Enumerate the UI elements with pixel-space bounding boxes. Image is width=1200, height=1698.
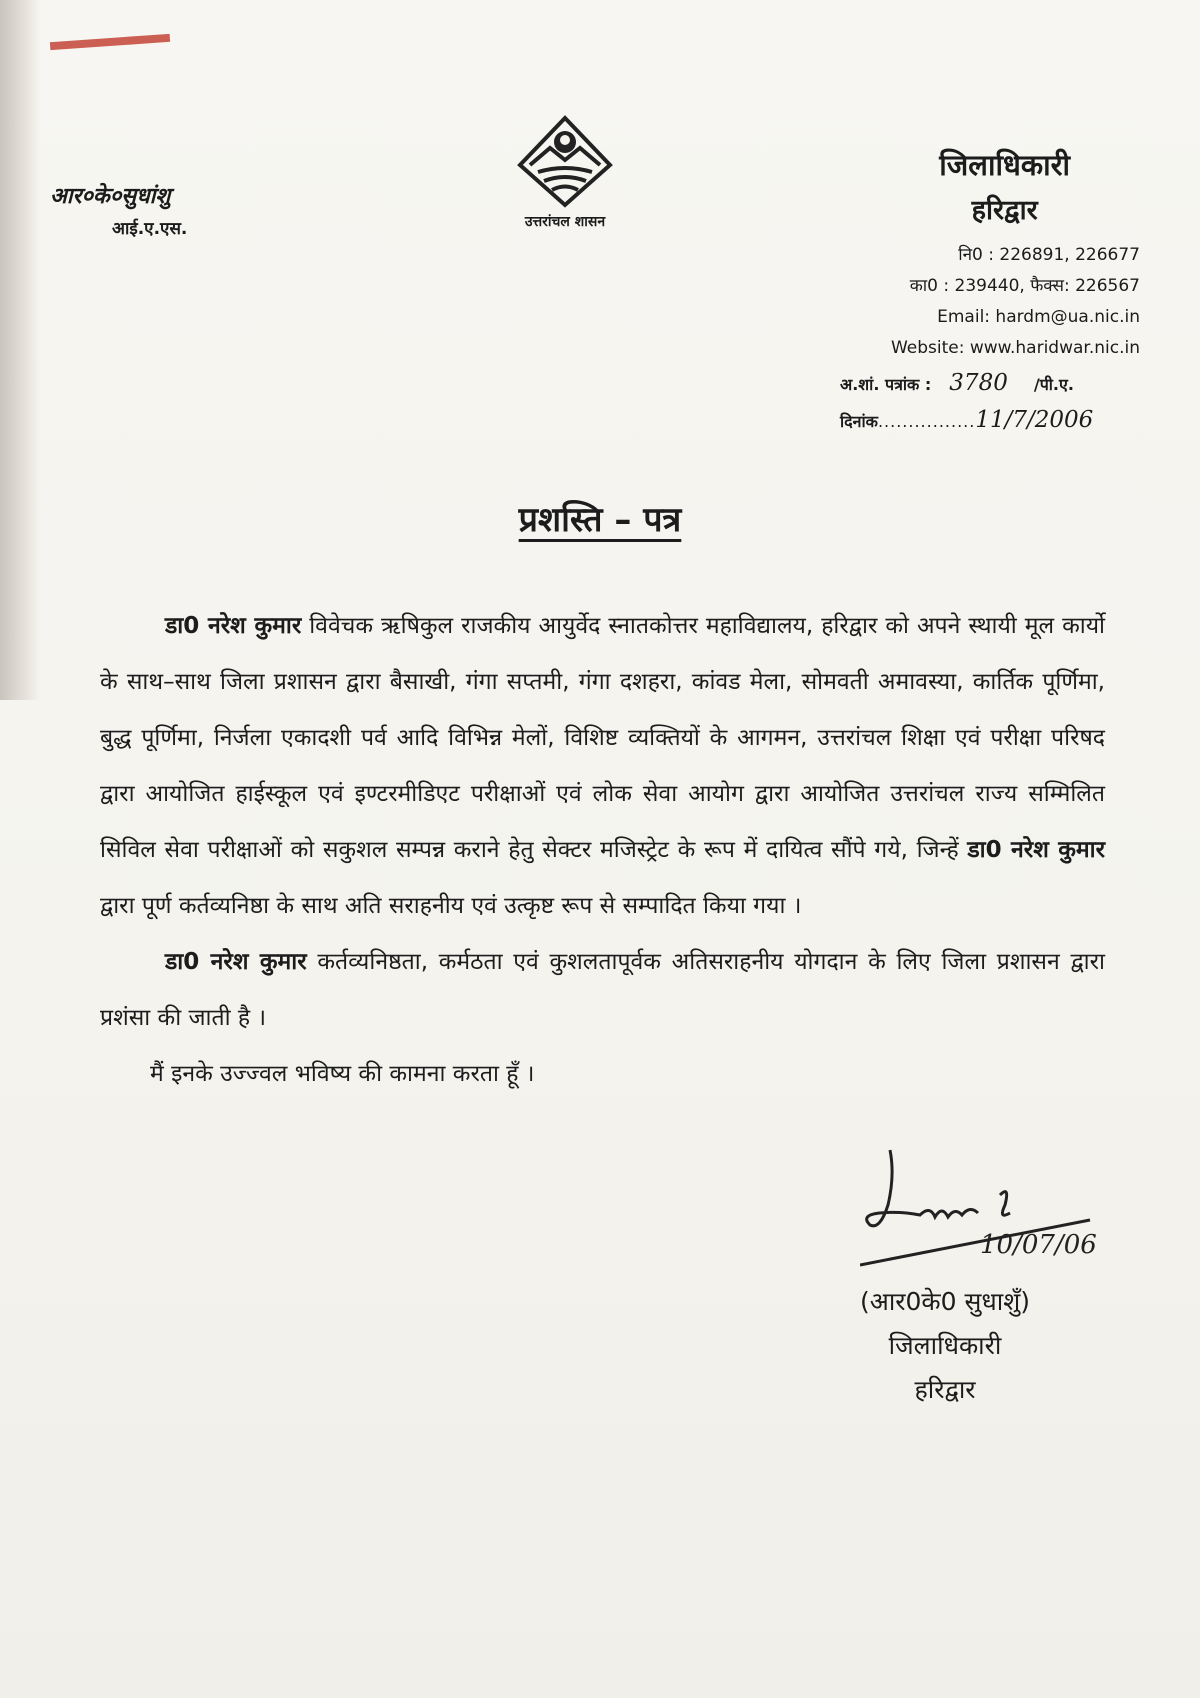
office-title: जिलाधिकारी bbox=[939, 148, 1070, 182]
svg-text:10/07/06: 10/07/06 bbox=[980, 1230, 1097, 1260]
email: Email: hardm@ua.nic.in bbox=[937, 307, 1140, 327]
office-city: हरिद्वार bbox=[971, 195, 1038, 226]
letter-body bbox=[100, 598, 1105, 1102]
paragraph-2-text: कर्तव्यनिष्ठता, कर्मठता एवं कुशलतापूर्वक अतिसराहनीय योगदान के लिए जिला प्रशासन द्वारा प्रशंसा की जाती है । bbox=[100, 949, 1105, 1031]
signatory-block bbox=[830, 1280, 1060, 1412]
signatory-name: (आर0के0 सुधाशुँ) bbox=[860, 1287, 1030, 1316]
contact-block bbox=[891, 240, 1140, 364]
reference-label: अ.शां. पत्रांक : bbox=[840, 375, 932, 394]
red-tag bbox=[50, 34, 170, 50]
reference-number: 3780 bbox=[949, 370, 1008, 396]
sender-cadre: आई.ए.एस. bbox=[112, 219, 188, 239]
date-label: दिनांक bbox=[840, 412, 878, 431]
date-dots: ................ bbox=[877, 412, 976, 431]
paragraph-1-text-a: विवेचक ऋषिकुल राजकीय आयुर्वेद स्नातकोत्तर महाविद्यालय, हरिद्वार को अपने स्थायी मूल कार्यो के साथ–साथ जिला प्रशासन द्वारा बैसाखी, गंगा सप्तमी, गंगा दशहरा, कांवड मेला, सोमवती अमावस्या, कार्तिक पूर्णिमा, बुद्ध पूर्णिमा, निर्जला एकादशी पर्व आदि विभिन्न मेलों, विशिष्ट व्यक्तियों के आगमन, उत्तरांचल शिक्षा एवं परीक्षा परिषद द्वारा आयोजित हाईस्कूल एवं इण्टरमीडिएट परीक्षाओं एवं लोक सेवा आयोग द्वारा आयोजित उत्तरांचल राज्य सम्मिलित सिविल सेवा परीक्षाओं को सकुशल सम्पन्न कराने हेतु सेक्टर मजिस्ट्रेट के रूप में दायित्व सौंपे गये, जिन्हें bbox=[100, 613, 1106, 863]
signatory-city: हरिद्वार bbox=[914, 1375, 976, 1404]
reference-line bbox=[840, 370, 1074, 396]
emblem-label: उत्तरांचल शासन bbox=[524, 214, 606, 230]
certificate-title bbox=[0, 495, 1200, 541]
paragraph-3: मैं इनके उज्ज्वल भविष्य की कामना करता हूँ । bbox=[150, 1061, 535, 1087]
uttaranchal-emblem-icon bbox=[510, 110, 620, 210]
office-block bbox=[939, 145, 1070, 227]
reference-suffix: /पी.ए. bbox=[1033, 375, 1074, 394]
paragraph-1 bbox=[100, 598, 1105, 934]
date-value: 11/7/2006 bbox=[975, 407, 1094, 433]
signature-icon bbox=[860, 1135, 1100, 1275]
paragraph-1-text-b: द्वारा पूर्ण कर्तव्यनिष्ठा के साथ अति सराहनीय एवं उत्कृष्ट रूप से सम्पादित किया गया । bbox=[100, 893, 802, 919]
sender-block bbox=[50, 180, 187, 239]
paragraph-2 bbox=[100, 934, 1105, 1046]
residence-phone: नि0 : 226891, 226677 bbox=[958, 245, 1140, 265]
certificate-title-text: प्रशस्ति – पत्र bbox=[518, 500, 682, 540]
recipient-name: डा0 नरेश कुमार bbox=[165, 613, 302, 639]
emblem bbox=[505, 110, 625, 231]
signatory-designation: जिलाधिकारी bbox=[888, 1331, 1002, 1360]
sender-name: आर०के०सुधांशु bbox=[50, 184, 171, 209]
page-fold-shadow bbox=[0, 0, 40, 700]
office-fax: का0 : 239440, फैक्स: 226567 bbox=[909, 276, 1140, 296]
website: Website: www.haridwar.nic.in bbox=[890, 338, 1140, 358]
date-line bbox=[840, 407, 1093, 433]
recipient-name-2: डा0 नरेश कुमार bbox=[967, 837, 1105, 863]
recipient-name-3: डा0 नरेश कुमार bbox=[165, 949, 307, 975]
